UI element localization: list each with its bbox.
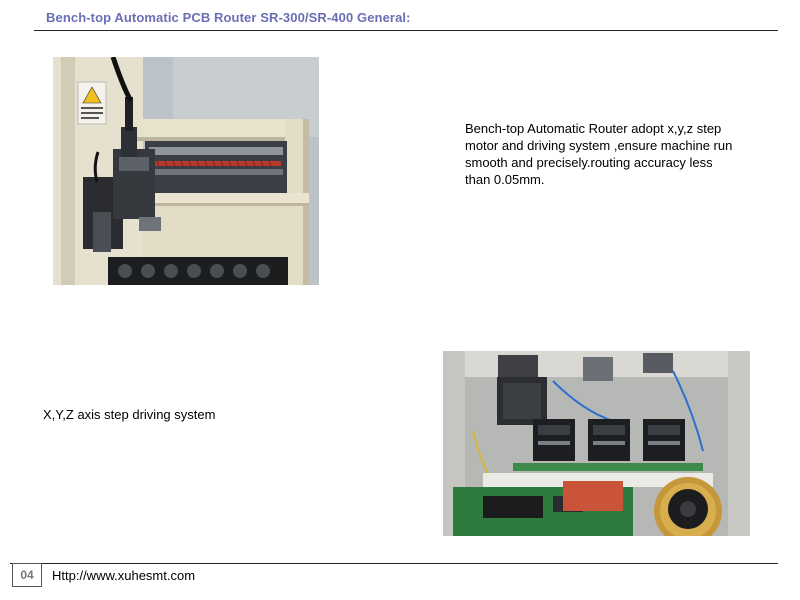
top-divider: [34, 30, 778, 31]
driving-system-caption: X,Y,Z axis step driving system: [43, 407, 216, 422]
footer-url[interactable]: Http://www.xuhesmt.com: [52, 568, 196, 583]
router-machine-photo: [53, 57, 319, 285]
page-number: 04: [12, 563, 42, 587]
driver-boards-photo: [443, 351, 750, 536]
slide-title: Bench-top Automatic PCB Router SR-300/SR-400 General:: [46, 10, 411, 25]
router-description: Bench-top Automatic Router adopt x,y,z step motor and driving system ,ensure machine run smooth and precisely.routing accuracy less than 0.05mm.: [465, 121, 733, 187]
bottom-divider: [10, 563, 778, 564]
